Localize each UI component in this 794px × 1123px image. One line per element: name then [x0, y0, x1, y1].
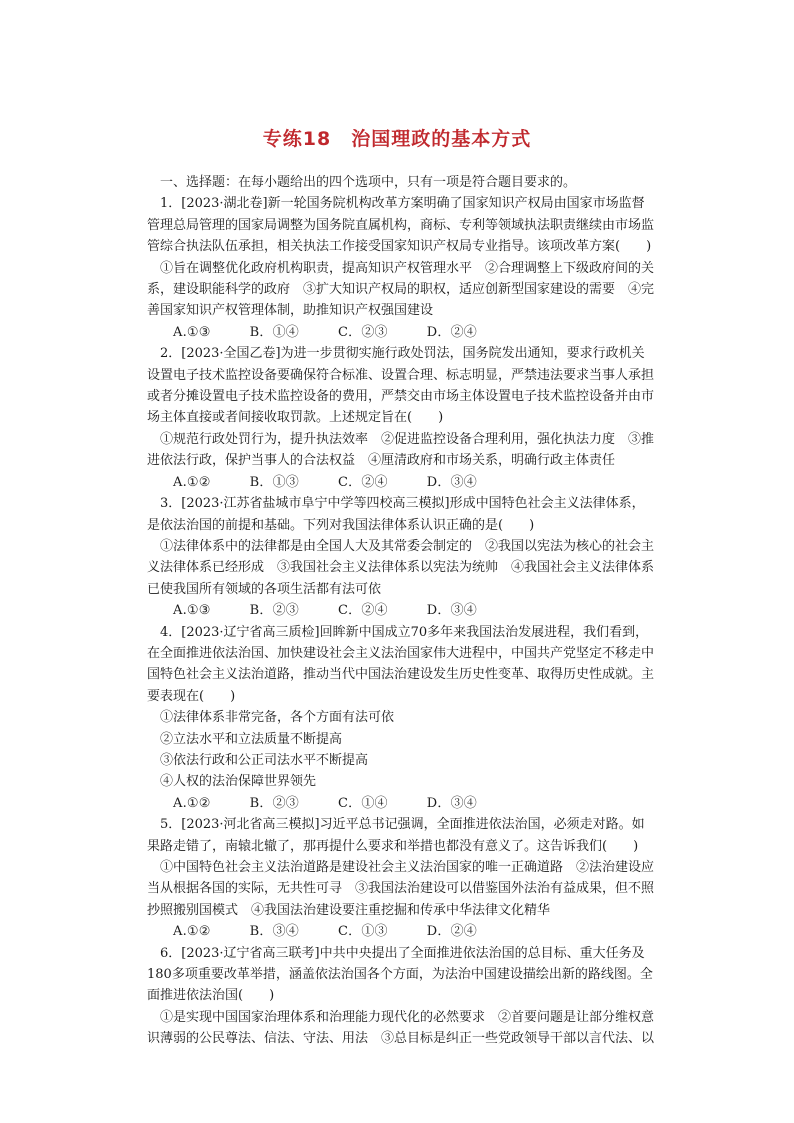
question-item: ②立法水平和立法质量不断提高	[160, 731, 343, 747]
section-heading: 一、选择题：在每小题给出的四个选项中，只有一项是符合题目要求的。	[160, 175, 577, 190]
question-item: ③依法行政和公正司法水平不断提高	[160, 752, 369, 768]
question-item: ①法律体系非常完备，各个方面有法可依	[160, 710, 395, 726]
answer-options	[147, 472, 657, 493]
option-c: C．②④	[338, 474, 388, 490]
question-stem: 5．[2023·河北省高三模拟]习近平总书记强调，全面推进依法治国，必须走对路。如果路走错了，南辕北辙了，那再提什么要求和举措也都没有意义了。这告诉我们( )	[147, 817, 645, 854]
answer-options	[147, 322, 657, 343]
option-d: D．③④	[426, 474, 477, 490]
option-a: A.①②	[173, 795, 211, 811]
answer-options	[147, 921, 657, 942]
answer-options	[147, 793, 657, 814]
question-stem: 1．[2023·湖北卷]新一轮国务院机构改革方案明确了国家知识产权局由国家市场监督管理总局管理的国家局调整为国务院直属机构，商标、专利等领域执法职责继续由市场监管综合执法队伍承担，相关执法工作接受国家知识产权局专业指导。该项改革方案( )	[147, 196, 655, 255]
option-a: A.①②	[173, 474, 211, 490]
option-c: C．①④	[338, 795, 388, 811]
option-a: A.①③	[173, 603, 211, 619]
option-b: B．②③	[249, 795, 299, 811]
page-title: 专练18 治国理政的基本方式	[262, 128, 532, 150]
option-a: A.①②	[173, 924, 211, 940]
option-c: C．①③	[338, 924, 388, 940]
question-stem: 4．[2023·辽宁省高三质检]回眸新中国成立70多年来我国法治发展进程，我们看到，在全面推进依法治国、加快建设社会主义法治国家伟大进程中，中国共产党坚定不移走中国特色社会主义法治道路，推动当代中国法治建设发生历史性变革、取得历史性成就。主要表现在( )	[147, 624, 655, 704]
question-item: ④人权的法治保障世界领先	[160, 774, 317, 790]
option-a: A.①③	[173, 324, 211, 340]
question-items: ①规范行政处罚行为，提升执法效率 ②促进监控设备合理利用，强化执法力度 ③推进依法行政，保护当事人的合法权益 ④厘清政府和市场关系，明确行政主体责任	[147, 431, 655, 469]
question-items: ①中国特色社会主义法治道路是建设社会主义法治国家的唯一正确道路 ②法治建设应当从根据各国的实际，无共性可寻 ③我国法治建设可以借鉴国外法治有益成果，但不照抄照搬别国模式 ④我国法治建设要注重挖掘和传承中华法律文化精华	[147, 860, 655, 918]
option-b: B．①③	[249, 474, 299, 490]
option-c: C．②④	[338, 603, 388, 619]
question-list	[147, 172, 657, 1050]
answer-options	[147, 600, 657, 621]
option-d: D．②④	[426, 924, 477, 940]
option-d: D．③④	[426, 795, 477, 811]
question-items: ①旨在调整优化政府机构职责，提高知识产权管理水平 ②合理调整上下级政府间的关系，建设职能科学的政府 ③扩大知识产权局的职权，适应创新型国家建设的需要 ④完善国家知识产权管理体制，助推知识产权强国建设	[147, 260, 655, 319]
option-c: C．②③	[338, 324, 388, 340]
question-stem: 2．[2023·全国乙卷]为进一步贯彻实施行政处罚法，国务院发出通知，要求行政机关设置电子技术监控设备要确保符合标准、设置合理、标志明显，严禁违法要求当事人承担或者分摊设置电子技术监控设备的费用，严禁交由市场主体设置电子技术监控设备并由市场主体直接或者间接收取罚款。上述规定旨在( )	[147, 346, 655, 426]
question-stem: 3．[2023·江苏省盐城市阜宁中学等四校高三模拟]形成中国特色社会主义法律体系，是依法治国的前提和基础。下列对我国法律体系认识正确的是( )	[147, 496, 645, 533]
option-d: D．②④	[426, 324, 477, 340]
option-b: B．②③	[249, 603, 299, 619]
question-items: ①是实现中国国家治理体系和治理能力现代化的必然要求 ②首要问题是让部分维权意识薄弱的公民尊法、信法、守法、用法 ③总目标是纠正一些党政领导干部以言代法、以	[147, 1009, 655, 1047]
question-items: ①法律体系中的法律都是由全国人大及其常委会制定的 ②我国以宪法为核心的社会主义法律体系已经形成 ③我国社会主义法律体系以宪法为统帅 ④我国社会主义法律体系已使我国所有领域的各项生活都有法可依	[147, 538, 655, 597]
option-b: B．③④	[249, 924, 299, 940]
option-b: B．①④	[249, 324, 299, 340]
question-stem: 6．[2023·辽宁省高三联考]中共中央提出了全面推进依法治国的总目标、重大任务及180多项重要改革举措，涵盖依法治国各个方面，为法治中国建设描绘出新的路线图。全面推进依法治国( )	[147, 945, 653, 1004]
option-d: D．③④	[426, 603, 477, 619]
